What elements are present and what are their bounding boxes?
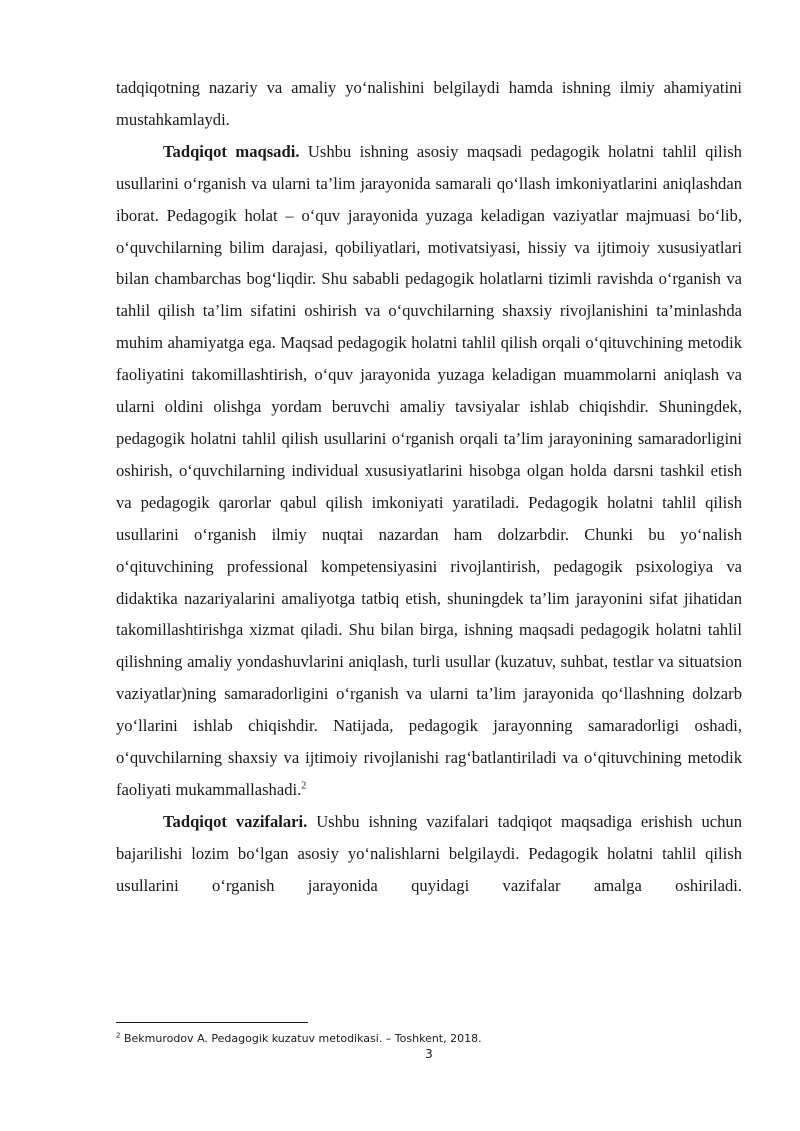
footnote-separator [116, 1022, 308, 1023]
footnote-reference[interactable]: 2 [301, 780, 307, 792]
footnote [116, 1032, 742, 1046]
paragraph-text: Ushbu ishning vazifalari tadqiqot maqsadiga erishish uchun bajarilishi lozim bo‘lgan asosiy yo‘nalishlarni belgilaydi. Pedagogik holatni tahlil qilish usullarini o‘rganish jarayonida quyidagi vazifalar amalga oshiriladi. [116, 811, 742, 895]
page-number: 3 [425, 1047, 433, 1061]
paragraph-heading: Tadqiqot maqsadi. [163, 141, 300, 161]
paragraph-text: Ushbu ishning asosiy maqsadi pedagogik holatni tahlil qilish usullarini o‘rganish va ularni ta’lim jarayonida samarali qo‘llash imkoniyatlarini aniqlashdan iborat. Pedagogik holat – o‘quv jarayonida yuzaga keladigan vaziyatlar majmuasi bo‘lib, o‘quvchilarning bilim darajasi, qobiliyatlari, motivatsiyasi, hissiy va ijtimoiy xususiyatlari bilan chambarchas bog‘liqdir. Shu sababli pedagogik holatlarni tizimli ravishda o‘rganish va tahlil qilish ta’lim sifatini oshirish va o‘quvchilarning shaxsiy rivojlanishini ta’minlashda muhim ahamiyatga ega. Maqsad pedagogik holatni tahlil qilish orqali o‘qituvchining metodik faoliyatini takomillashtirish, o‘quv jarayonida yuzaga keladigan muammolarni aniqlash va ularni oldini olishga yordam beruvchi amaliy tavsiyalar ishlab chiqishdir. Shuningdek, pedagogik holatni tahlil qilish usullarini o‘rganish orqali ta’lim jarayonining samaradorligini oshirish, o‘quvchilarning individual xususiyatlarini hisobga olgan holda darsni tashkil etish va pedagogik qarorlar qabul qilish imkoniyati yaratiladi. Pedagogik holatni tahlil qilish usullarini o‘rganish ilmiy nuqtai nazardan ham dolzarbdir. Chunki bu yo‘nalish o‘qituvchining professional kompetensiyasini rivojlantirish, pedagogik psixologiya va didaktika nazariyalarini amaliyotga tatbiq etish, shuningdek ta’lim jarayonini sifat jihatidan takomillashtirishga xizmat qiladi. Shu bilan birga, ishning maqsadi pedagogik holatni tahlil qilishning amaliy yondashuvlarini aniqlash, turli usullar (kuzatuv, suhbat, testlar va situatsion vaziyatlar)ning samaradorligini o‘rganish va ularni ta’lim jarayonida qo‘llashning dolzarb yo‘llarini ishlab chiqishdir. Natijada, pedagogik jarayonning samaradorligi oshadi, o‘quvchilarning shaxsiy va ijtimoiy rivojlanishi rag‘batlantiriladi va o‘qituvchining metodik faoliyati mukammallashadi. [116, 141, 742, 799]
body-text [116, 72, 742, 902]
paragraph-research-tasks [116, 806, 742, 902]
paragraph-continuation [116, 72, 742, 136]
paragraph-heading: Tadqiqot vazifalari. [163, 811, 308, 831]
footnote-number: 2 [116, 1031, 121, 1040]
footnote-text: Bekmurodov A. Pedagogik kuzatuv metodikasi. – Toshkent, 2018. [120, 1032, 482, 1045]
paragraph-text: tadqiqotning nazariy va amaliy yo‘nalishini belgilaydi hamda ishning ilmiy ahamiyatini mustahkamlaydi. [116, 78, 742, 129]
paragraph-research-goal [116, 136, 742, 806]
